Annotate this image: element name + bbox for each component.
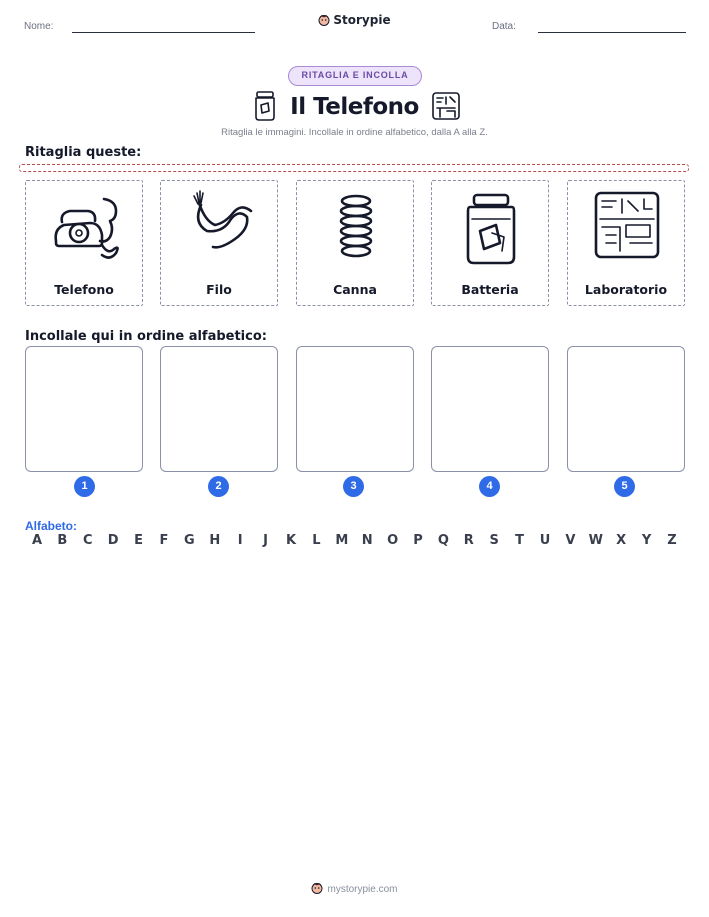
paste-box-2[interactable] [160,346,278,472]
alphabet-letter: G [184,533,195,548]
paste-box-5[interactable] [567,346,685,472]
alphabet-letter: F [159,533,169,548]
spring-icon [321,189,391,271]
page-title: Il Telefono [290,94,419,120]
battery-jar-icon [252,91,278,121]
paste-heading: Incollale qui in ordine alfabetico: [25,329,267,344]
slot-number-5: 5 [614,476,635,497]
alphabet-letter: E [134,533,144,548]
date-line [538,32,686,33]
cut-card-batteria[interactable] [431,180,549,306]
alphabet-letter: N [361,533,373,548]
alphabet-letter: H [209,533,221,548]
alphabet-letter: U [539,533,551,548]
laboratory-icon [431,91,457,121]
alphabet-letter: A [31,533,43,548]
slot-number-1: 1 [74,476,95,497]
card-label: Filo [206,282,232,297]
alphabet-letter: V [565,533,576,548]
slot-number-2: 2 [208,476,229,497]
alphabet-letter: T [515,533,525,548]
alphabet-letter: S [489,533,499,548]
page-title-row [0,91,709,121]
instructions: Ritaglia le immagini. Incollale in ordine alfabetico, dalla A alla Z. [221,127,488,138]
activity-badge: RITAGLIA E INCOLLA [288,66,422,86]
alphabet-letter: L [312,533,321,548]
alphabet-letter: R [463,533,474,548]
alphabet-letter: D [107,533,119,548]
cut-card-canna[interactable] [296,180,414,306]
alphabet-letter: C [83,533,93,548]
alphabet-letter: Y [641,533,652,548]
card-label: Canna [333,282,377,297]
battery-jar-icon [456,189,526,271]
paste-box-3[interactable] [296,346,414,472]
laboratory-icon [592,189,662,271]
cut-card-telefono[interactable] [25,180,143,306]
alphabet-letter: B [57,533,68,548]
storypie-mascot-icon [311,882,323,894]
alphabet-letter: P [413,533,423,548]
alphabet-letter: Q [437,533,449,548]
card-label: Telefono [54,282,114,297]
slot-number-3: 3 [343,476,364,497]
brand-name: Storypie [333,13,391,27]
slot-number-4: 4 [479,476,500,497]
alphabet-letter: Z [667,533,677,548]
card-label: Batteria [461,282,519,297]
cut-heading: Ritaglia queste: [25,145,142,160]
card-label: Laboratorio [584,282,668,297]
alphabet-letter: J [263,533,269,548]
alphabet-letter: X [616,533,627,548]
name-label: Nome: [24,21,54,32]
alphabet-heading: Alfabeto: [25,519,77,533]
alphabet-letter: I [237,533,243,548]
alphabet-letter: K [285,533,297,548]
footer [0,882,709,895]
footer-url: mystorypie.com [327,884,398,895]
name-line [72,32,255,33]
alphabet-letter: W [588,533,603,548]
brand-logo [0,13,709,27]
telephone-icon [50,189,120,271]
alphabet-letter: M [335,533,349,548]
cut-card-laboratorio[interactable] [567,180,685,306]
alphabet-letter: O [387,533,399,548]
date-label: Data: [492,21,516,32]
cut-line [19,164,689,172]
wire-icon [185,189,255,271]
paste-box-1[interactable] [25,346,143,472]
cut-card-filo[interactable] [160,180,278,306]
storypie-mascot-icon [318,14,330,26]
paste-box-4[interactable] [431,346,549,472]
